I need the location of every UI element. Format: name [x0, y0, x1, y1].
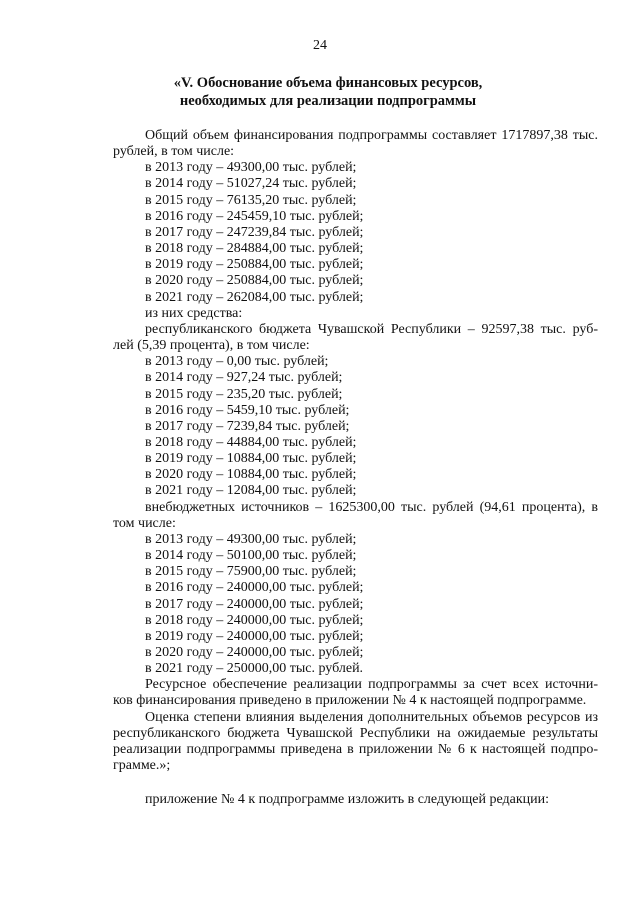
resource-paragraph-line: Ресурсное обеспечение реализации подпрограммы за счет всех источни-	[145, 677, 598, 693]
heading-line: необходимых для реализации подпрограммы	[179, 93, 477, 109]
year-item: в 2016 году – 245459,10 тыс. рублей;	[145, 208, 364, 224]
year-item: в 2020 году – 250884,00 тыс. рублей;	[145, 273, 364, 289]
of-which-label: из них средства:	[145, 305, 243, 321]
extrabudget-years-list	[113, 532, 598, 677]
year-item: в 2021 году – 12084,00 тыс. рублей;	[145, 483, 357, 499]
assessment-paragraph-line: Оценка степени влияния выделения дополнительных объемов ресурсов из	[145, 709, 598, 725]
assessment-paragraph-line: реализации подпрограммы приведена в приложении № 6 к настоящей подпро-	[113, 741, 598, 757]
year-item: в 2013 году – 49300,00 тыс. рублей;	[145, 531, 357, 547]
year-item: в 2020 году – 240000,00 тыс. рублей;	[145, 645, 364, 660]
republic-years-list	[113, 354, 598, 499]
year-item: в 2018 году – 240000,00 тыс. рублей;	[145, 612, 364, 628]
document-body	[113, 128, 598, 808]
extrabudget-line: внебюджетных источников – 1625300,00 тыс. рублей (94,61 процента), в	[145, 499, 598, 515]
year-item: в 2015 году – 75900,00 тыс. рублей;	[145, 564, 357, 580]
resource-paragraph-line: ков финансирования приведено в приложении № 4 к настоящей подпрограмме.	[113, 693, 587, 709]
year-item: в 2014 году – 927,24 тыс. рублей;	[145, 370, 343, 386]
year-item: в 2017 году – 247239,84 тыс. рублей;	[145, 224, 364, 240]
year-item: в 2015 году – 235,20 тыс. рублей;	[145, 386, 343, 402]
republic-line: лей (5,39 процента), в том числе:	[113, 338, 310, 354]
year-item: в 2014 году – 50100,00 тыс. рублей;	[145, 548, 357, 564]
appendix-instruction: приложение № 4 к подпрограмме изложить в следующей редакции:	[145, 792, 550, 808]
intro-line: Общий объем финансирования подпрограммы составляет 1717897,38 тыс.	[145, 128, 598, 143]
year-item: в 2019 году – 10884,00 тыс. рублей;	[145, 451, 357, 467]
year-item: в 2017 году – 240000,00 тыс. рублей;	[145, 596, 364, 612]
year-item: в 2016 году – 5459,10 тыс. рублей;	[145, 402, 350, 418]
year-item: в 2015 году – 76135,20 тыс. рублей;	[145, 192, 357, 208]
assessment-paragraph-line: республиканского бюджета Чувашской Республики на ожидаемые результаты	[113, 725, 598, 741]
year-item: в 2021 году – 250000,00 тыс. рублей.	[145, 661, 364, 677]
year-item: в 2013 году – 49300,00 тыс. рублей;	[145, 160, 357, 176]
paragraph-gap	[113, 774, 598, 792]
assessment-paragraph-line: грамме.»;	[113, 758, 171, 774]
heading-line: «V. Обоснование объема финансовых ресурсов,	[173, 75, 483, 91]
year-item: в 2019 году – 240000,00 тыс. рублей;	[145, 628, 364, 644]
year-item: в 2013 году – 0,00 тыс. рублей;	[145, 354, 329, 370]
total-years-list	[113, 160, 598, 305]
year-item: в 2014 году – 51027,24 тыс. рублей;	[145, 176, 357, 192]
year-item: в 2020 году – 10884,00 тыс. рублей;	[145, 467, 357, 483]
intro-line: рублей, в том числе:	[113, 144, 235, 160]
year-item: в 2018 году – 44884,00 тыс. рублей;	[145, 434, 357, 450]
year-item: в 2016 году – 240000,00 тыс. рублей;	[145, 580, 364, 596]
year-item: в 2018 году – 284884,00 тыс. рублей;	[145, 241, 364, 257]
year-item: в 2019 году – 250884,00 тыс. рублей;	[145, 257, 364, 273]
year-item: в 2017 году – 7239,84 тыс. рублей;	[145, 418, 350, 434]
republic-line: республиканского бюджета Чувашской Республики – 92597,38 тыс. руб-	[145, 321, 598, 337]
section-heading	[118, 74, 538, 110]
page-number: 24	[313, 38, 327, 53]
year-item: в 2021 году – 262084,00 тыс. рублей;	[145, 289, 364, 305]
extrabudget-line: том числе:	[113, 515, 176, 531]
